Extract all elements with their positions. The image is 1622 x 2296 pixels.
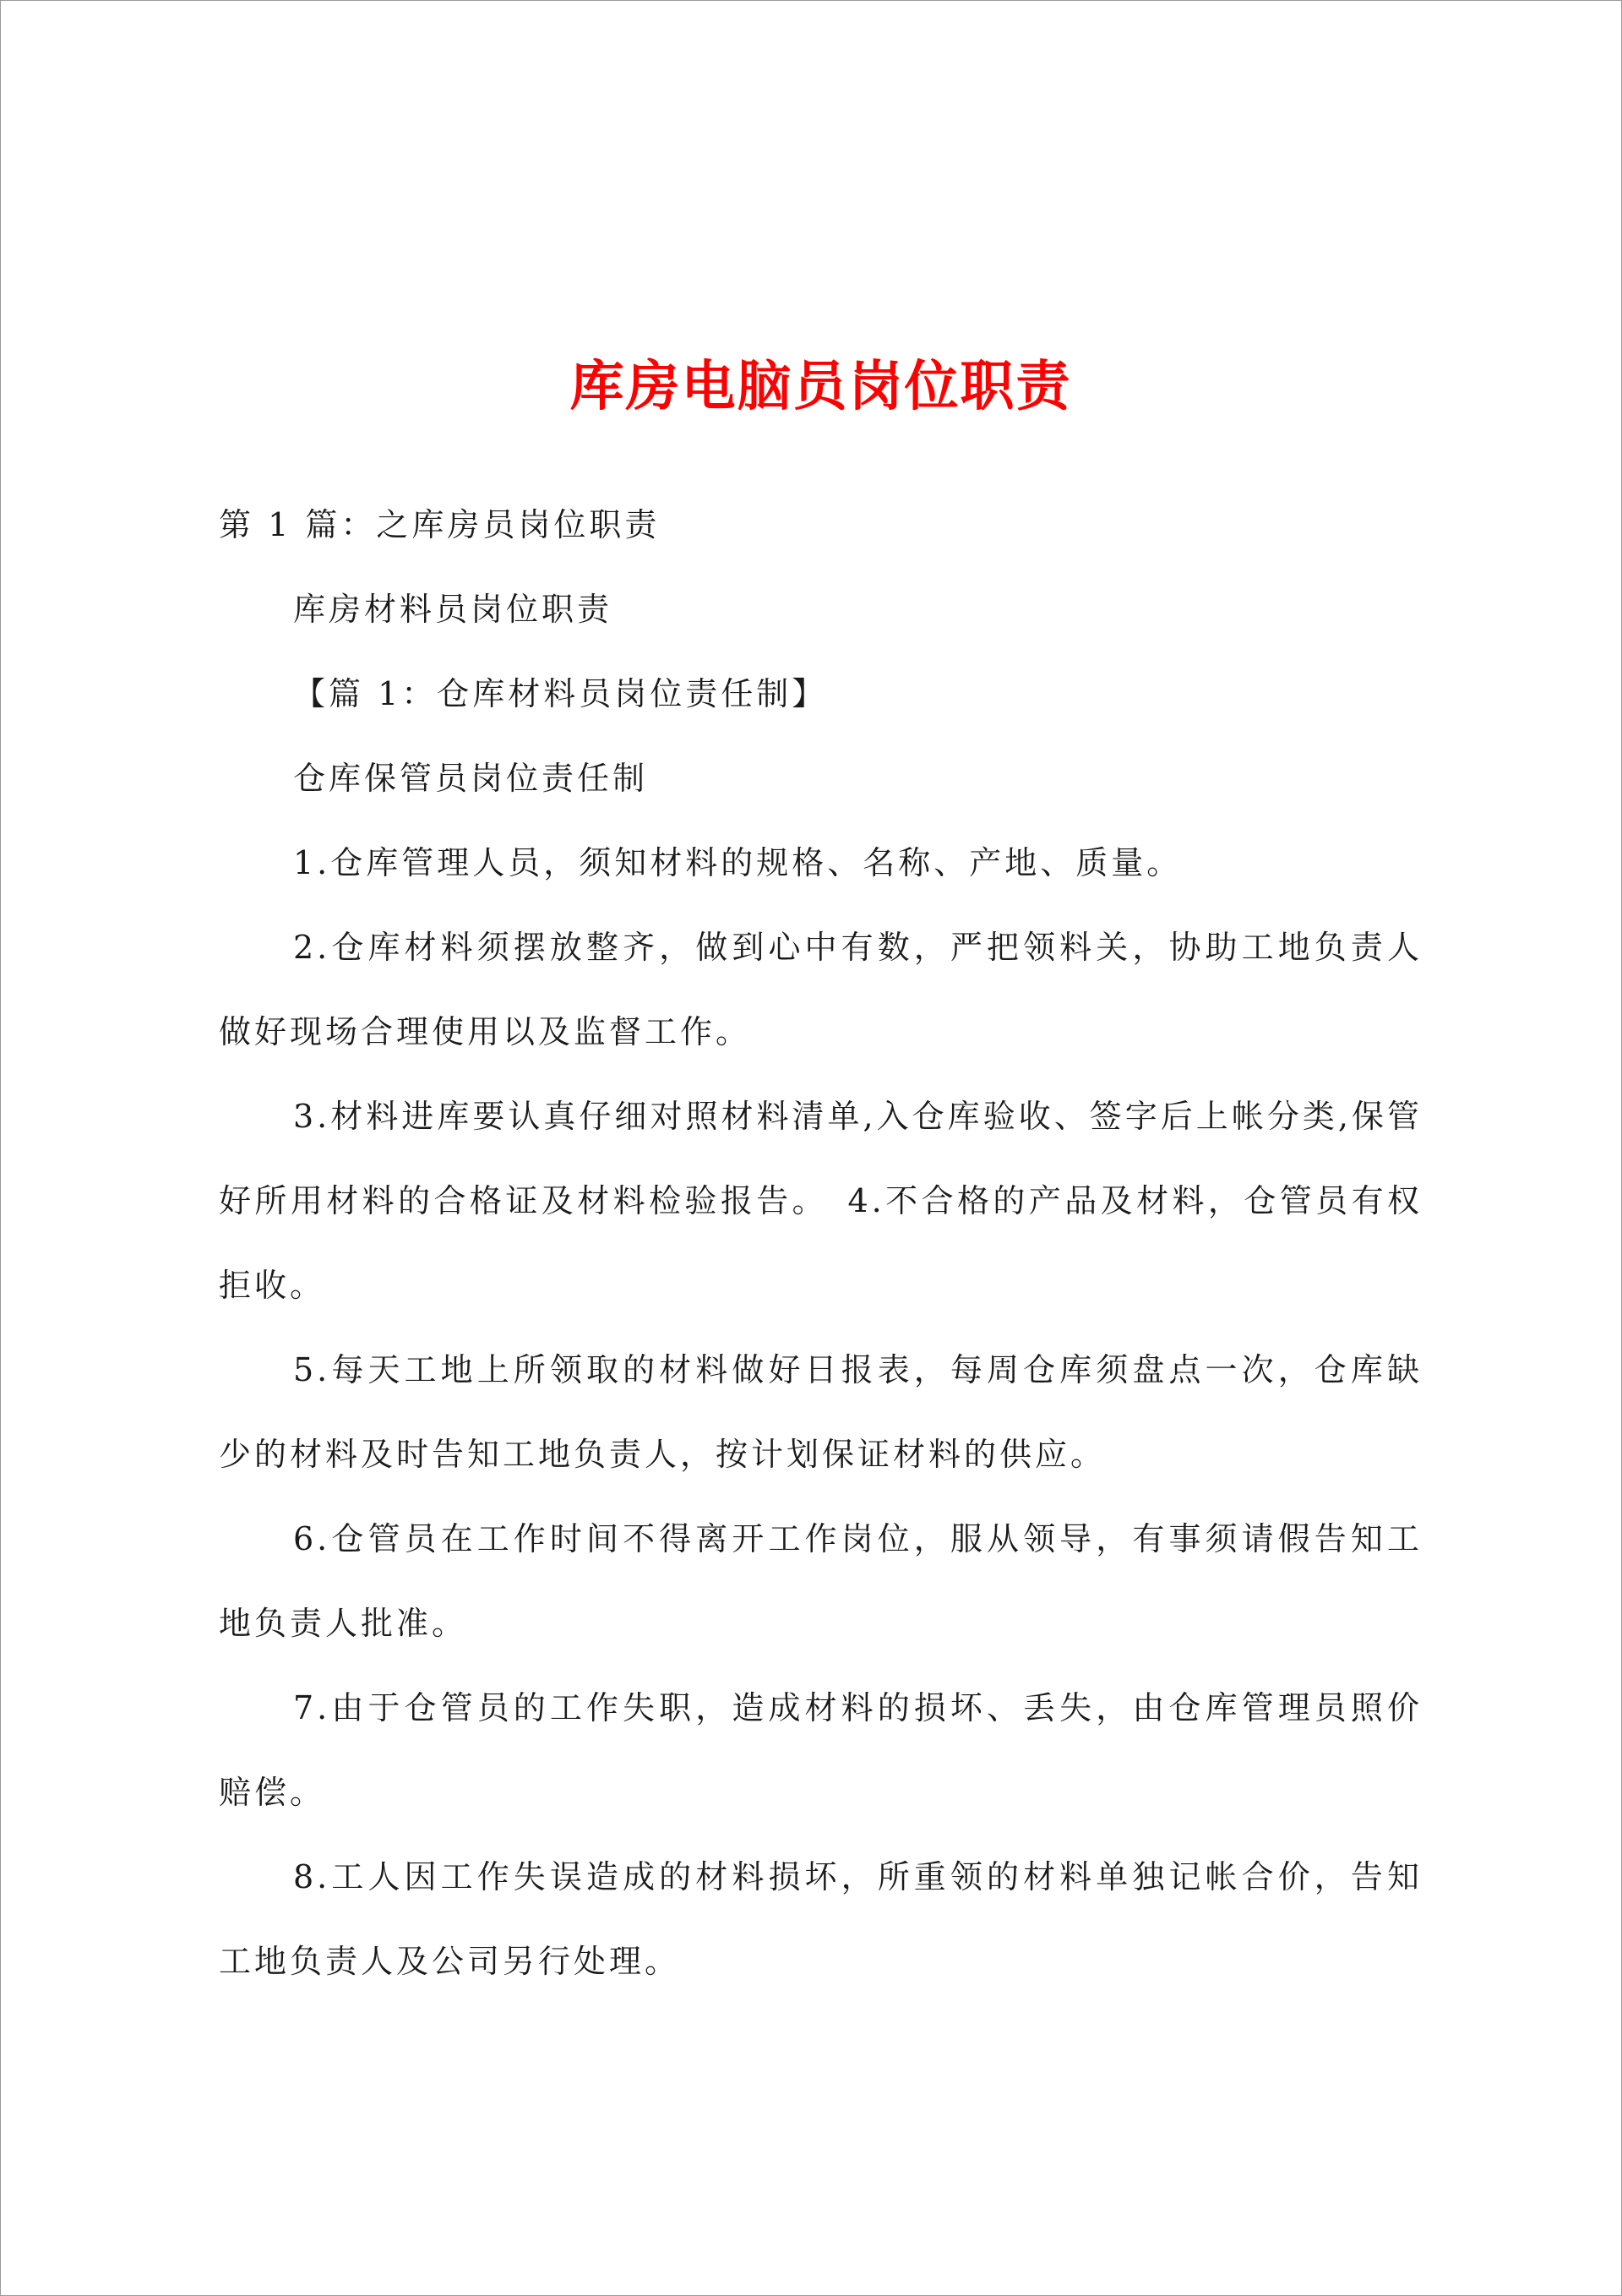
list-item-6: 6.仓管员在工作时间不得离开工作岗位，服从领导，有事须请假告知工地负责人批准。 <box>219 1520 1423 1642</box>
list-item-8: 8.工人因工作失误造成的材料损坏，所重领的材料单独记帐合价，告知工地负责人及公司另行处理。 <box>219 1858 1423 1980</box>
list-item-3-4: 3.材料进库要认真仔细对照材料清单,入仓库验收、签字后上帐分类,保管好所用材料的合格证及材料检验报告。 4.不合格的产品及材料，仓管员有权拒收。 <box>219 1098 1423 1304</box>
list-item-1: 1.仓库管理人员，须知材料的规格、名称、产地、质量。 <box>293 844 1183 881</box>
bracket-heading: 【篇 1：仓库材料员岗位责任制】 <box>293 675 828 712</box>
document-title: 库房电脑员岗位职责 <box>569 355 1072 418</box>
list-item-7: 7.由于仓管员的工作失职，造成材料的损坏、丢失，由仓库管理员照价赔偿。 <box>219 1689 1423 1811</box>
sub-heading: 仓库保管员岗位责任制 <box>293 760 649 797</box>
section-heading: 第 1 篇：之库房员岗位职责 <box>219 506 661 543</box>
list-item-2: 2.仓库材料须摆放整齐，做到心中有数，严把领料关，协助工地负责人做好现场合理使用以及监督工作。 <box>219 929 1423 1050</box>
document-subtitle: 库房材料员岗位职责 <box>293 591 613 628</box>
list-item-5: 5.每天工地上所领取的材料做好日报表，每周仓库须盘点一次，仓库缺少的材料及时告知工地负责人，按计划保证材料的供应。 <box>219 1351 1423 1473</box>
